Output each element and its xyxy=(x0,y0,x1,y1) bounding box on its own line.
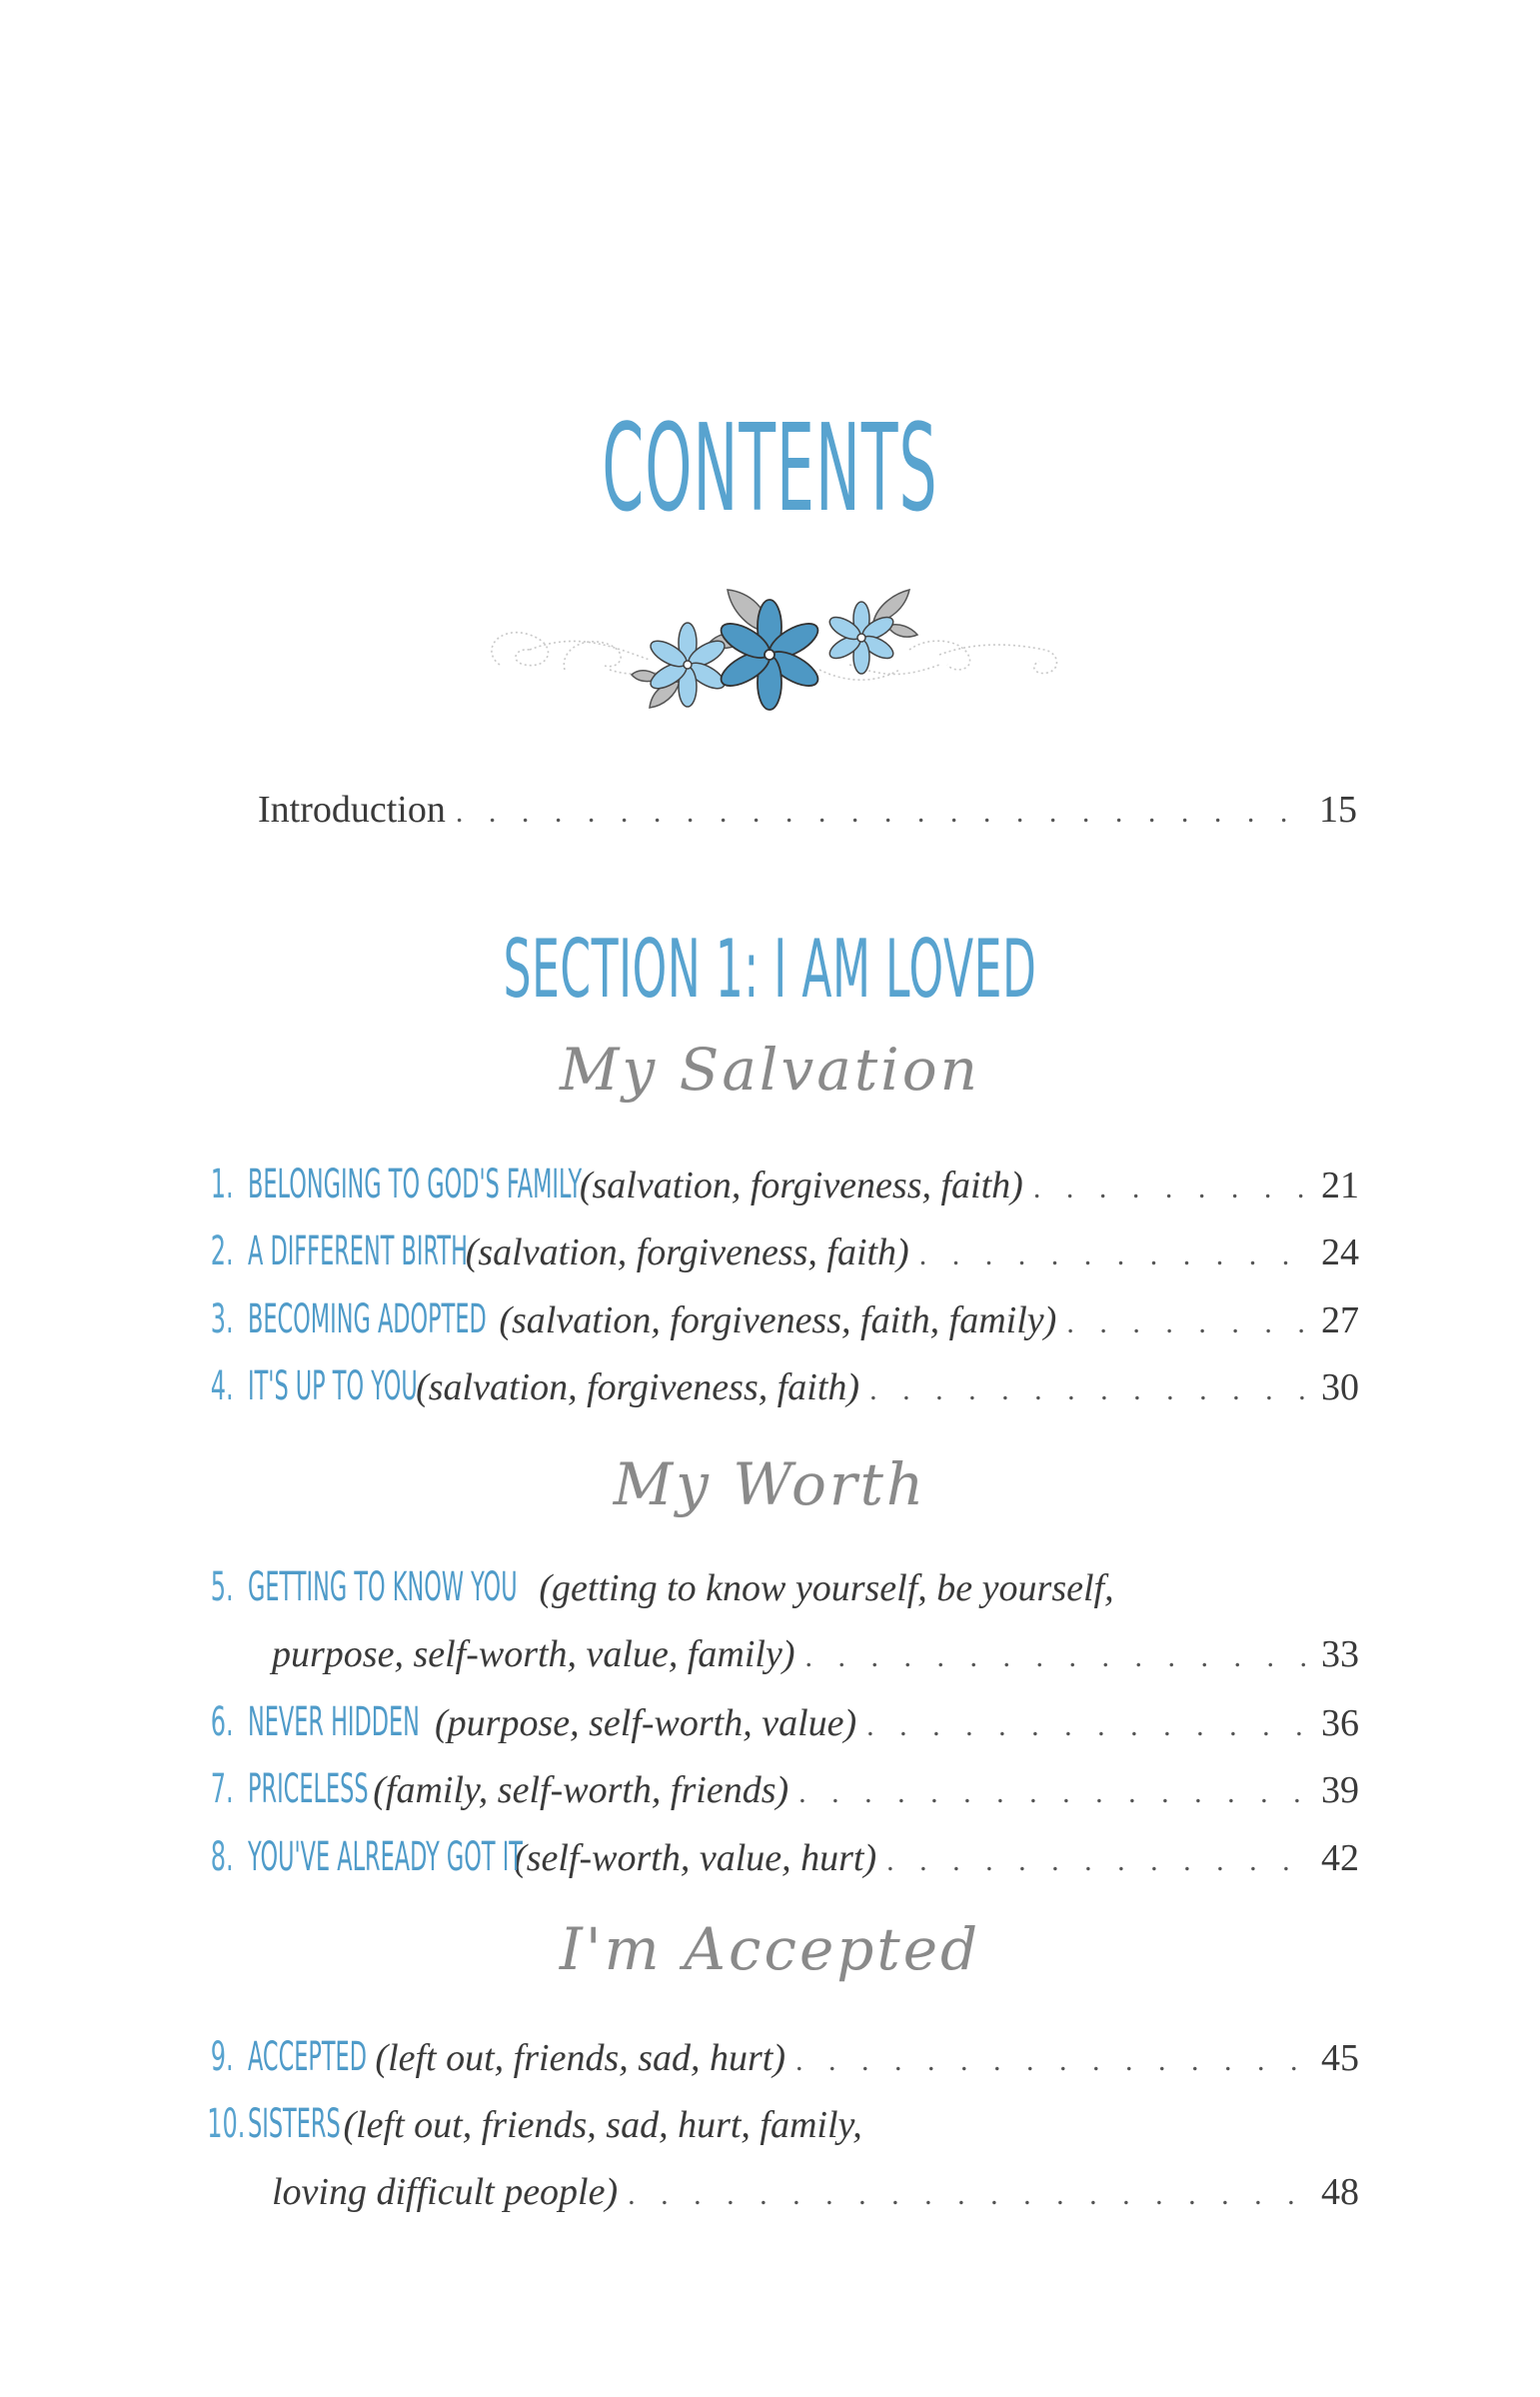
toc-entry-6[interactable] xyxy=(180,1689,1359,1756)
chapter-topics: (salvation, forgiveness, faith) xyxy=(416,1366,860,1408)
chapter-topics: (salvation, forgiveness, faith, family) xyxy=(499,1299,1057,1341)
chapter-topics-continued: loving difficult people) xyxy=(272,2171,619,2213)
chapter-number: 7. xyxy=(210,1766,234,1812)
dot-leader xyxy=(866,1692,1311,1759)
chapter-title: SISTERS xyxy=(248,2101,341,2147)
toc-entry-1[interactable] xyxy=(180,1152,1359,1218)
page-number: 21 xyxy=(1321,1165,1359,1206)
toc-entry-5-continued[interactable] xyxy=(272,1621,1359,1688)
page-number: 27 xyxy=(1321,1299,1359,1341)
chapter-topics: (salvation, forgiveness, faith) xyxy=(465,1231,909,1273)
page-title: CONTENTS xyxy=(602,400,938,539)
page-number: 15 xyxy=(1319,789,1357,831)
page-number: 36 xyxy=(1321,1702,1359,1744)
chapter-number: 8. xyxy=(210,1834,234,1880)
toc-entry-9[interactable] xyxy=(180,2024,1359,2091)
chapter-title: BECOMING ADOPTED xyxy=(248,1296,487,1342)
dot-leader xyxy=(804,1623,1311,1690)
dot-leader xyxy=(919,1221,1311,1288)
chapter-title: IT'S UP TO YOU xyxy=(248,1363,418,1409)
dot-leader xyxy=(1033,1155,1311,1221)
subsection-heading-accepted: I'm Accepted xyxy=(559,1915,981,1983)
dot-leader xyxy=(456,783,1309,843)
toc-entry-4[interactable] xyxy=(180,1353,1359,1420)
page-number: 48 xyxy=(1321,2171,1359,2213)
subsection-heading-salvation: My Salvation xyxy=(560,1036,980,1104)
section-heading: SECTION 1: I AM LOVED xyxy=(503,923,1037,1016)
dot-leader xyxy=(795,2027,1311,2094)
toc-entry-5[interactable] xyxy=(180,1554,1359,1621)
page-number: 39 xyxy=(1321,1769,1359,1811)
dot-leader xyxy=(886,1827,1311,1894)
chapter-title: YOU'VE ALREADY GOT IT xyxy=(248,1834,523,1880)
toc-entry-7[interactable] xyxy=(180,1756,1359,1823)
chapter-topics: (purpose, self-worth, value) xyxy=(435,1702,857,1744)
page-number: 33 xyxy=(1321,1633,1359,1675)
floral-divider-icon xyxy=(470,570,1069,720)
chapter-title: BELONGING TO GOD'S FAMILY xyxy=(248,1162,583,1207)
toc-entry-2[interactable] xyxy=(180,1218,1359,1285)
chapter-number: 1. xyxy=(210,1162,234,1207)
chapter-number: 3. xyxy=(210,1296,234,1342)
page-number: 30 xyxy=(1321,1366,1359,1408)
chapter-number: 5. xyxy=(210,1564,234,1610)
chapter-number: 9. xyxy=(210,2034,234,2080)
dot-leader xyxy=(1066,1289,1311,1356)
chapter-topics: (getting to know yourself, be yourself, xyxy=(539,1567,1114,1609)
dot-leader xyxy=(798,1759,1311,1826)
page-number: 42 xyxy=(1321,1837,1359,1879)
chapter-title: NEVER HIDDEN xyxy=(248,1699,420,1745)
chapter-topics: (salvation, forgiveness, faith) xyxy=(579,1165,1023,1206)
chapter-title: GETTING TO KNOW YOU xyxy=(248,1564,518,1610)
dot-leader xyxy=(628,2161,1311,2228)
toc-entry-10-continued[interactable] xyxy=(272,2159,1359,2226)
chapter-title: PRICELESS xyxy=(248,1766,369,1812)
toc-entry-10[interactable] xyxy=(180,2091,1359,2158)
chapter-number: 6. xyxy=(210,1699,234,1745)
chapter-topics: (self-worth, value, hurt) xyxy=(514,1837,877,1879)
chapter-topics: (left out, friends, sad, hurt) xyxy=(375,2037,786,2079)
page-number: 24 xyxy=(1321,1231,1359,1273)
toc-entry-3[interactable] xyxy=(180,1286,1359,1353)
chapter-number: 4. xyxy=(210,1363,234,1409)
chapter-title: A DIFFERENT BIRTH xyxy=(248,1228,468,1274)
chapter-title: ACCEPTED xyxy=(248,2034,367,2080)
chapter-topics: (family, self-worth, friends) xyxy=(373,1769,789,1811)
chapter-number: 2. xyxy=(210,1228,234,1274)
page-number: 45 xyxy=(1321,2037,1359,2079)
chapter-number: 10. xyxy=(207,2101,246,2147)
toc-entry-introduction[interactable] xyxy=(258,780,1357,840)
chapter-topics: (left out, friends, sad, hurt, family, xyxy=(343,2104,862,2146)
entry-label: Introduction xyxy=(258,789,446,831)
dot-leader xyxy=(869,1356,1311,1423)
toc-entry-8[interactable] xyxy=(180,1824,1359,1891)
chapter-topics-continued: purpose, self-worth, value, family) xyxy=(272,1633,795,1675)
subsection-heading-worth: My Worth xyxy=(613,1450,927,1518)
